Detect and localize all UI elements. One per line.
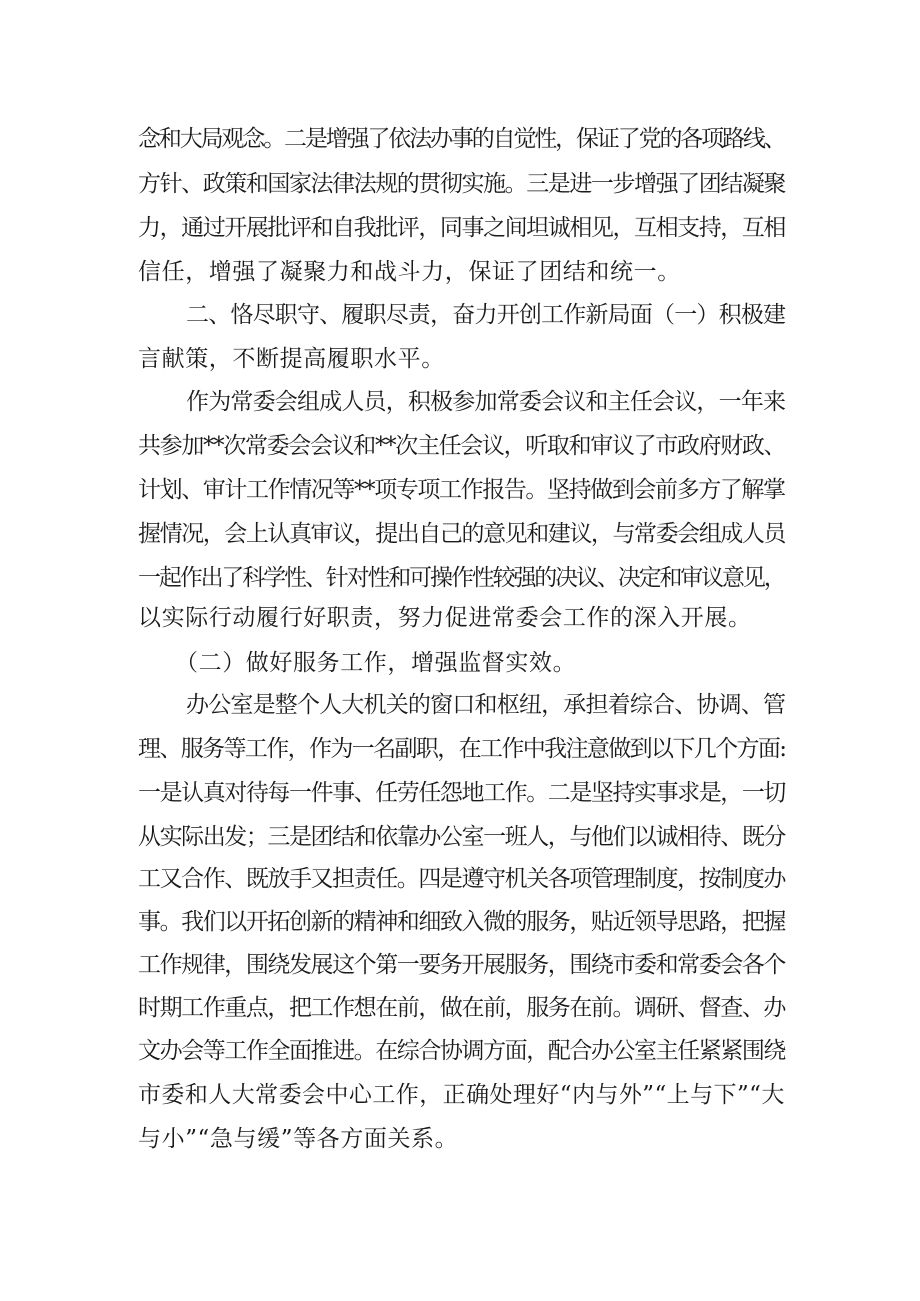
subsection-heading: （二）做好服务工作，增强监督实效。: [175, 650, 577, 676]
text-line: 念和大局观念。二是增强了依法办事的自觉性，保证了党的各项路线、: [138, 126, 785, 152]
text-line: 方针、政策和国家法律法规的贯彻实施。三是进一步增强了团结凝聚: [138, 171, 786, 197]
text-line: 工作规律，围绕发展这个第一要务开展服务，围绕市委和常委会各个: [138, 952, 786, 978]
text-line: 作为常委会组成人员，积极参加常委会议和主任会议，一年来: [186, 389, 786, 415]
text-line: 与小”“急与缓”等各方面关系。: [138, 1126, 459, 1152]
text-line: 理、服务等工作，作为一名副职，在工作中我注意做到以下几个方面:: [138, 736, 786, 762]
section-heading-line: 言献策，不断提高履职水平。: [138, 346, 445, 372]
text-line: 办公室是整个人大机关的窗口和枢纽，承担着综合、协调、管: [186, 692, 786, 718]
text-line: 市委和人大常委会中心工作，正确处理好“内与外”“上与下”“大: [138, 1082, 785, 1108]
text-line: 握情况，会上认真审议，提出自己的意见和建议，与常委会组成人员: [138, 521, 786, 547]
text-line: 一起作出了科学性、针对性和可操作性较强的决议、决定和审议意见，: [138, 565, 785, 591]
text-line: 信任，增强了凝聚力和战斗力，保证了团结和统一。: [138, 259, 681, 285]
text-line: 时期工作重点，把工作想在前，做在前，服务在前。调研、督查、办: [138, 995, 786, 1021]
text-line: 文办会等工作全面推进。在综合协调方面，配合办公室主任紧紧围绕: [138, 1038, 786, 1064]
text-line: 以实际行动履行好职责，努力促进常委会工作的深入开展。: [138, 605, 752, 631]
text-line: 一是认真对待每一件事、任劳任怨地工作。二是坚持实事求是，一切: [138, 780, 786, 806]
text-line: 力，通过开展批评和自我批评，同事之间坦诚相见，互相支持，互相: [138, 215, 786, 241]
text-line: 工又合作、既放手又担责任。四是遵守机关各项管理制度，按制度办: [138, 866, 786, 892]
text-line: 事。我们以开拓创新的精神和细致入微的服务，贴近领导思路，把握: [138, 909, 786, 935]
text-line: 从实际出发；三是团结和依靠办公室一班人，与他们以诚相待、既分: [138, 824, 786, 850]
text-line: 计划、审计工作情况等**项专项工作报告。坚持做到会前多方了解掌: [138, 477, 785, 503]
text-line: 共参加**次常委会会议和**次主任会议，听取和审议了市政府财政、: [138, 433, 786, 459]
section-heading-line: 二、恪尽职守、履职尽责，奋力开创工作新局面（一）积极建: [186, 302, 786, 328]
